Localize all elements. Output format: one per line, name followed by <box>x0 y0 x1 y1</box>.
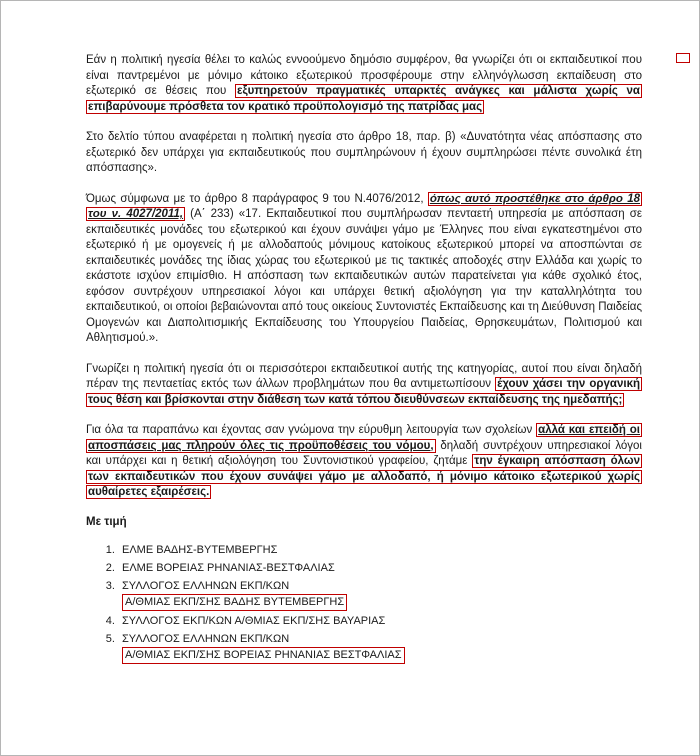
paragraph <box>86 130 642 177</box>
signatory-item <box>118 579 642 611</box>
text-segment: Για όλα τα παραπάνω και έχοντας σαν γνώμονα την εύρυθμη λειτουργία των σχολείων <box>86 424 537 436</box>
signatories-list <box>118 543 642 664</box>
signatory-line: 2. ΕΛΜΕ ΒΟΡΕΙΑΣ ΡΗΝΑΝΙΑΣ-ΒΕΣΤΦΑΛΙΑΣ <box>122 561 335 574</box>
text-segment: (Α΄ 233) «17. Εκπαιδευτικοί που συμπλήρωσαν πενταετή υπηρεσία με απόσπαση σε εκπαιδευτικές μονάδες του εξωτερικού και έχουν συνάψει γάμο με Έλληνες που είναι εγκατεστημένοι στο εξωτερικό ή με ομογενείς ή με αλλοδαπούς μόνιμους κατοίκους εξωτερικού μπορεί να αποσπώνται σε εκπαιδευτικές μονάδες της ίδιας χώρας του εξωτερικού με τις τακτικές αποδοχές στην Ελλάδα και χωρίς το εκάστοτε ισχύον επιμίσθιο. Η απόσπαση των εκπαιδευτικών αυτών παρατείνεται για κάθε σχολικό έτος, εφόσον συντρέχουν υπηρεσιακοί λόγοι και υπάρχει θετική αξιολόγηση για την καταλληλότητα του εκπαιδευτικού, οι οποίοι βεβαιώνονται από τους οικείους Συντονιστές Εκπαίδευσης και τη Διεύθυνση Παιδείας Ομογενών και Διαπολιτισμικής Εκπαίδευσης του Υπουργείου Παιδείας, Θρησκευμάτων, Πολιτισμού και Αθλητισμού.». <box>86 208 642 344</box>
signatory-line: 3. ΣΥΛΛΟΓΟΣ ΕΛΛΗΝΩΝ ΕΚΠ/ΚΩΝ <box>122 579 290 592</box>
text-segment: Γνωρίζει η πολιτική ηγεσία ότι οι περισσότεροι εκπαιδευτικοί αυτής της κατηγορίας, αυτοί που είναι δηλαδή πέραν της πενταετίας εκτός των άλλων προβλημάτων που θα αντιμετωπίσουν <box>86 362 642 390</box>
signatory-line: 5. ΣΥΛΛΟΓΟΣ ΕΛΛΗΝΩΝ ΕΚΠ/ΚΩΝ <box>122 632 290 645</box>
paragraph <box>86 362 642 409</box>
signatory-item <box>118 561 642 576</box>
highlighted-text: την έγκαιρη απόσπαση όλων των εκπαιδευτικών που έχουν συνάψει γάμο με αλλοδαπό, ή μόνιμο κάτοικο εξωτερικού χωρίς αυθαίρετες εξαιρέσεις. <box>88 455 640 498</box>
signatory-line: 1. ΕΛΜΕ ΒΑΔΗΣ-ΒΥΤΕΜΒΕΡΓΗΣ <box>122 543 278 556</box>
highlighted-text: εξυπηρετούν πραγματικές υπαρκτές ανάγκες και μάλιστα χωρίς να επιβαρύνουμε πρόσθετα τον κρατικό προϋπολογισμό της πατρίδας μας <box>88 85 641 113</box>
highlighted-text: έχουν χάσει την οργανική τους θέση και βρίσκονται στην διάθεση των κατά τόπου διευθύνσεων εκπαίδευσης της ημεδαπής; <box>88 378 640 406</box>
closing-salutation: Με τιμή <box>86 515 127 528</box>
signatory-line: 4. ΣΥΛΛΟΓΟΣ ΕΚΠ/ΚΩΝ Α/ΘΜΙΑΣ ΕΚΠ/ΣΗΣ ΒΑΥΑΡΙΑΣ <box>122 614 386 627</box>
signatory-item <box>118 614 642 629</box>
paragraph <box>86 423 642 501</box>
text-segment: Όμως σύμφωνα με το άρθρο 8 παράγραφος 9 του Ν.4076/2012, <box>86 192 428 205</box>
paragraph <box>86 53 642 115</box>
signatory-line-highlighted: Α/ΘΜΙΑΣ ΕΚΠ/ΣΗΣ ΒΟΡΕΙΑΣ ΡΗΝΑΝΙΑΣ ΒΕΣΤΦΑΛΙΑΣ <box>122 647 405 664</box>
signatory-item <box>118 543 642 558</box>
text-segment: δηλαδή συντρέχουν υπηρεσιακοί λόγοι και υπάρχει και η θετική αξιολόγηση του Συντονιστικού γραφείου, ζητάμε <box>86 439 642 467</box>
text-segment: Στο δελτίο τύπου αναφέρεται η πολιτική ηγεσία στο άρθρο 18, παρ. β) «Δυνατότητα νέας απόσπασης στο εξωτερικό δεν υπάρχει για εκπαιδευτικούς που συμπληρώνουν ή έχουν συμπληρώσει πέντε συνολικά έτη απόσπασης». <box>86 131 642 174</box>
highlighted-text: αλλά και επειδή οι αποσπάσεις μας πληρούν όλες τις προϋποθέσεις του νόμου, <box>88 424 640 452</box>
signatory-line-highlighted: Α/ΘΜΙΑΣ ΕΚΠ/ΣΗΣ ΒΑΔΗΣ ΒΥΤΕΜΒΕΡΓΗΣ <box>122 594 347 611</box>
annotation-marker <box>676 53 690 63</box>
signatory-item <box>118 632 642 664</box>
highlighted-text: όπως αυτό προστέθηκε στο άρθρο 18 του ν. 4027/2011, <box>88 192 641 220</box>
text-segment: Εάν η πολιτική ηγεσία θέλει το καλώς εννοούμενο δημόσιο συμφέρον, θα γνωρίζει ότι οι εκπαιδευτικοί που είναι παντρεμένοι με μόνιμο κάτοικο εξωτερικού προσφέρουμε στην ελληνόγλωσση εκπαίδευση στο εξωτερικό σε θέσεις που <box>86 54 642 97</box>
document-body <box>86 53 642 501</box>
paragraph <box>86 192 642 347</box>
